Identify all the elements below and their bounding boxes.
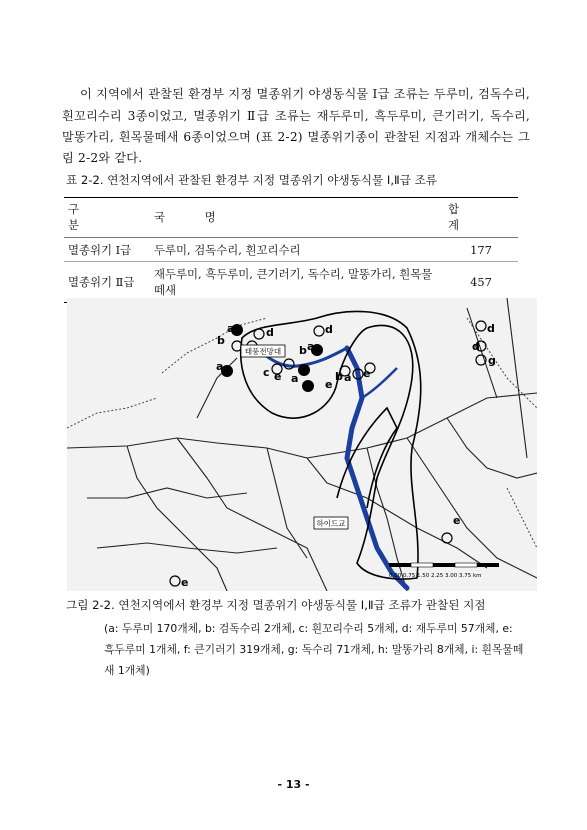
table-header-row: [64, 198, 518, 238]
svg-text:b: b: [335, 370, 343, 383]
page-number: - 13 -: [277, 778, 310, 791]
table-caption: 표 2-2. 연천지역에서 관찰된 환경부 지정 멸종위기 야생동식물 Ⅰ,Ⅱ급 조류: [66, 173, 437, 187]
cell-group: 멸종위기 Ⅰ급: [64, 238, 150, 262]
body-paragraph: 이 지역에서 관찰된 환경부 지정 멸종위기 야생동식물 Ⅰ급 조류는 두루미, 검독수리, 흰꼬리수리 3종이었고, 멸종위기 Ⅱ급 조류는 재두루미, 흑두루미, 큰기러기, 독수리, 말똥가리, 흰목물떼새 6종이었으며 (표 2-2) 멸종위기종이 관찰된 지점과 개체수는 그림 2-2와 같다.: [62, 87, 530, 166]
svg-text:b: b: [217, 334, 225, 347]
cell-group: 멸종위기 Ⅱ급: [64, 262, 150, 303]
header-count: 합 계: [444, 198, 518, 238]
figure-caption: 그림 2-2. 연천지역에서 환경부 지정 멸종위기 야생동식물 Ⅰ,Ⅱ급 조류가 관찰된 지점: [66, 598, 486, 612]
svg-text:e: e: [274, 370, 282, 383]
svg-text:e: e: [453, 514, 461, 527]
place-label-observatory: 태풍전망대: [244, 347, 282, 356]
map-drawing: [67, 298, 537, 591]
observation-map: [67, 298, 537, 591]
cell-count: 177: [444, 238, 518, 262]
cell-species: 두루미, 검독수리, 흰꼬리수리: [150, 238, 444, 262]
svg-text:d: d: [487, 322, 495, 335]
place-label-bridge: 하이드교: [316, 519, 346, 528]
svg-text:c: c: [263, 366, 270, 379]
cell-count: 457: [444, 262, 518, 303]
svg-text:a: a: [344, 371, 352, 384]
figure-legend: (a: 두루미 170개체, b: 검독수리 2개체, c: 흰꼬리수리 5개체, d: 재두루미 57개체, e: 흑두루미 1개체, f: 큰기러기 319개체, g: 독수리 71개체, h: 말똥가리 8개체, i: 흰목물떼새 1개체): [104, 622, 524, 677]
svg-text:a: a: [227, 322, 235, 335]
svg-text:d: d: [266, 326, 274, 339]
species-table: [64, 197, 518, 303]
svg-text:d: d: [325, 323, 333, 336]
scale-bar-label: 0.00 0.75 1.50 2.25 3.00 3.75 km: [389, 573, 482, 579]
header-species: 국 명: [150, 198, 444, 238]
table-row: [64, 238, 518, 262]
svg-text:b: b: [299, 344, 307, 357]
svg-text:e: e: [363, 367, 371, 380]
svg-text:g: g: [488, 354, 496, 367]
cell-species: 재두루미, 흑두루미, 큰기러기, 독수리, 말똥가리, 흰목물떼새: [150, 262, 444, 303]
header-group: 구 분: [64, 198, 150, 238]
table-row: [64, 262, 518, 303]
svg-text:a: a: [307, 340, 315, 353]
svg-text:e: e: [181, 576, 189, 589]
svg-text:a: a: [291, 372, 299, 385]
svg-text:a: a: [216, 360, 224, 373]
svg-text:d: d: [472, 340, 480, 353]
svg-text:e: e: [325, 378, 333, 391]
